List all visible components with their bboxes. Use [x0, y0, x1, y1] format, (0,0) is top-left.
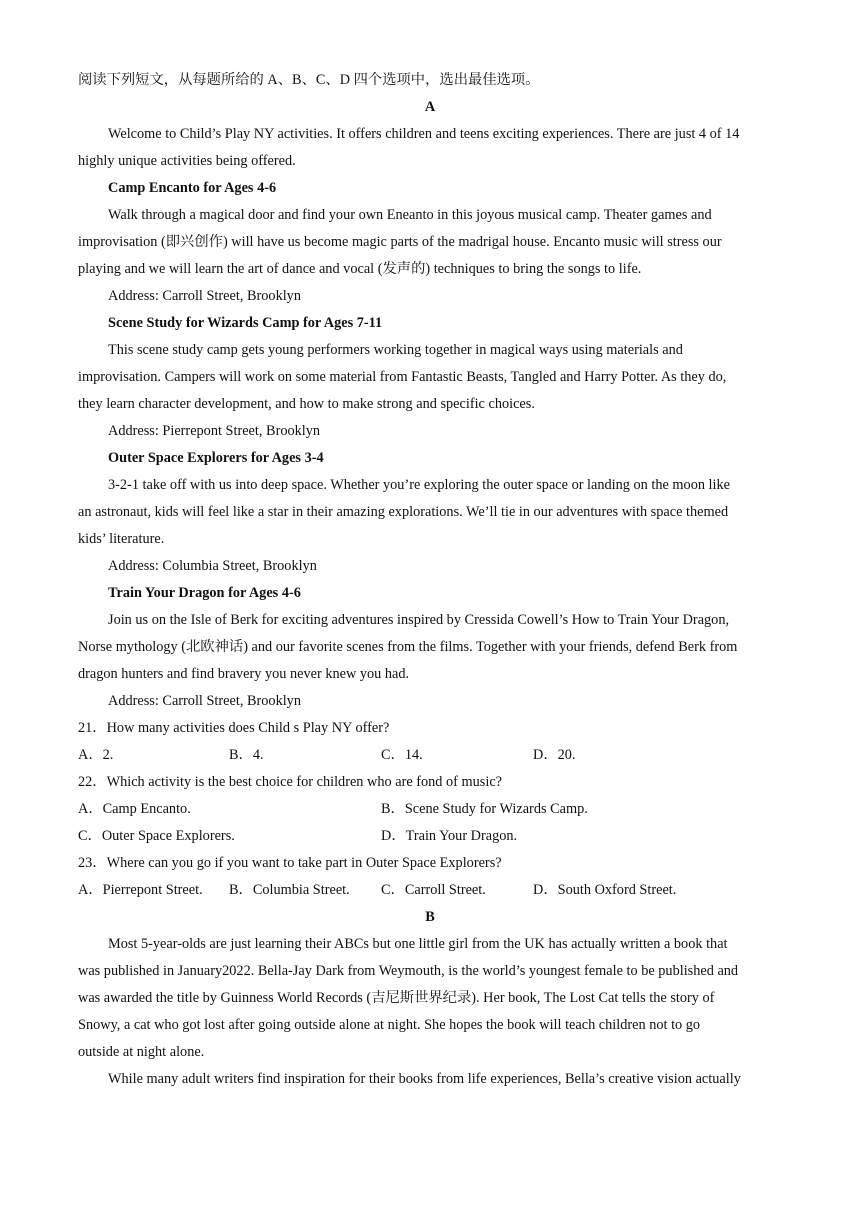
question-stem: 22．Which activity is the best choice for children who are fond of music?	[78, 774, 503, 790]
activity-body-line: 3-2-1 take off with us into deep space. Whether you’re exploring the outer space or landing on the moon like	[108, 477, 730, 493]
activity-body-line: Walk through a magical door and find your own Eneanto in this joyous musical camp. Theater games and	[108, 207, 712, 223]
answer-option: B．Columbia Street.	[229, 882, 350, 898]
instruction-text: 阅读下列短文，从每题所给的 A、B、C、D 四个选项中，选出最佳选项。	[78, 72, 540, 88]
activity-body-line: This scene study camp gets young performers working together in magical ways using materials and	[108, 342, 683, 358]
intro-line: Welcome to Child’s Play NY activities. It offers children and teens exciting experiences. There are just 4 of 14	[108, 126, 740, 142]
activity-address: Address: Carroll Street, Brooklyn	[108, 288, 301, 304]
answer-option: B．4.	[229, 747, 264, 763]
answer-option: B．Scene Study for Wizards Camp.	[381, 801, 588, 817]
passage-line: While many adult writers find inspiration for their books from life experiences, Bella’s creative vision actually	[108, 1071, 741, 1087]
activity-body-line: Join us on the Isle of Berk for exciting adventures inspired by Cressida Cowell’s How to Train Your Dragon,	[108, 612, 730, 628]
activity-title: Outer Space Explorers for Ages 3-4	[108, 450, 324, 466]
activity-body-line: kids’ literature.	[78, 531, 165, 547]
activity-body-line: improvisation (即兴创作) will have us become magic parts of the madrigal house. Encanto music will stress our	[78, 234, 722, 250]
passage-line: was published in January2022. Bella-Jay Dark from Weymouth, is the world’s youngest female to be published and	[78, 963, 739, 979]
answer-option: A．Camp Encanto.	[78, 801, 191, 817]
passage-line: Most 5-year-olds are just learning their ABCs but one little girl from the UK has actually written a book that	[108, 936, 728, 952]
activity-address: Address: Pierrepont Street, Brooklyn	[108, 423, 321, 439]
passage-line: outside at night alone.	[78, 1044, 205, 1060]
activity-body-line: Norse mythology (北欧神话) and our favorite scenes from the films. Together with your friends, defend Berk from	[78, 639, 738, 655]
question-stem: 21．How many activities does Child s Play NY offer?	[78, 720, 390, 736]
answer-option: A．2.	[78, 747, 114, 763]
answer-option: C．Carroll Street.	[381, 882, 486, 898]
activity-title: Train Your Dragon for Ages 4-6	[108, 585, 301, 601]
answer-option: C．14.	[381, 747, 423, 763]
answer-option: A．Pierrepont Street.	[78, 882, 203, 898]
intro-line: highly unique activities being offered.	[78, 153, 296, 169]
activity-body-line: dragon hunters and find bravery you never knew you had.	[78, 666, 410, 682]
activity-title: Camp Encanto for Ages 4-6	[108, 180, 277, 196]
activity-body-line: they learn character development, and how to make strong and specific choices.	[78, 396, 535, 412]
answer-option: C．Outer Space Explorers.	[78, 828, 235, 844]
activity-body-line: playing and we will learn the art of dance and vocal (发声的) techniques to bring the songs to life.	[78, 261, 642, 277]
activity-address: Address: Columbia Street, Brooklyn	[108, 558, 317, 574]
section-a-heading: A	[424, 99, 436, 115]
question-stem: 23．Where can you go if you want to take part in Outer Space Explorers?	[78, 855, 502, 871]
activity-body-line: an astronaut, kids will feel like a star in their amazing explorations. We’ll tie in our adventures with space themed	[78, 504, 729, 520]
passage-line: was awarded the title by Guinness World Records (吉尼斯世界纪录). Her book, The Lost Cat tells the story of	[78, 990, 715, 1006]
section-b-heading: B	[425, 909, 435, 925]
passage-line: Snowy, a cat who got lost after going outside alone at night. She hopes the book will teach children not to go	[78, 1017, 701, 1033]
answer-option: D．South Oxford Street.	[533, 882, 677, 898]
activity-address: Address: Carroll Street, Brooklyn	[108, 693, 301, 709]
answer-option: D．20.	[533, 747, 576, 763]
activity-title: Scene Study for Wizards Camp for Ages 7-11	[108, 315, 383, 331]
answer-option: D．Train Your Dragon.	[381, 828, 518, 844]
activity-body-line: improvisation. Campers will work on some material from Fantastic Beasts, Tangled and Harry Potter. As they do,	[78, 369, 727, 385]
